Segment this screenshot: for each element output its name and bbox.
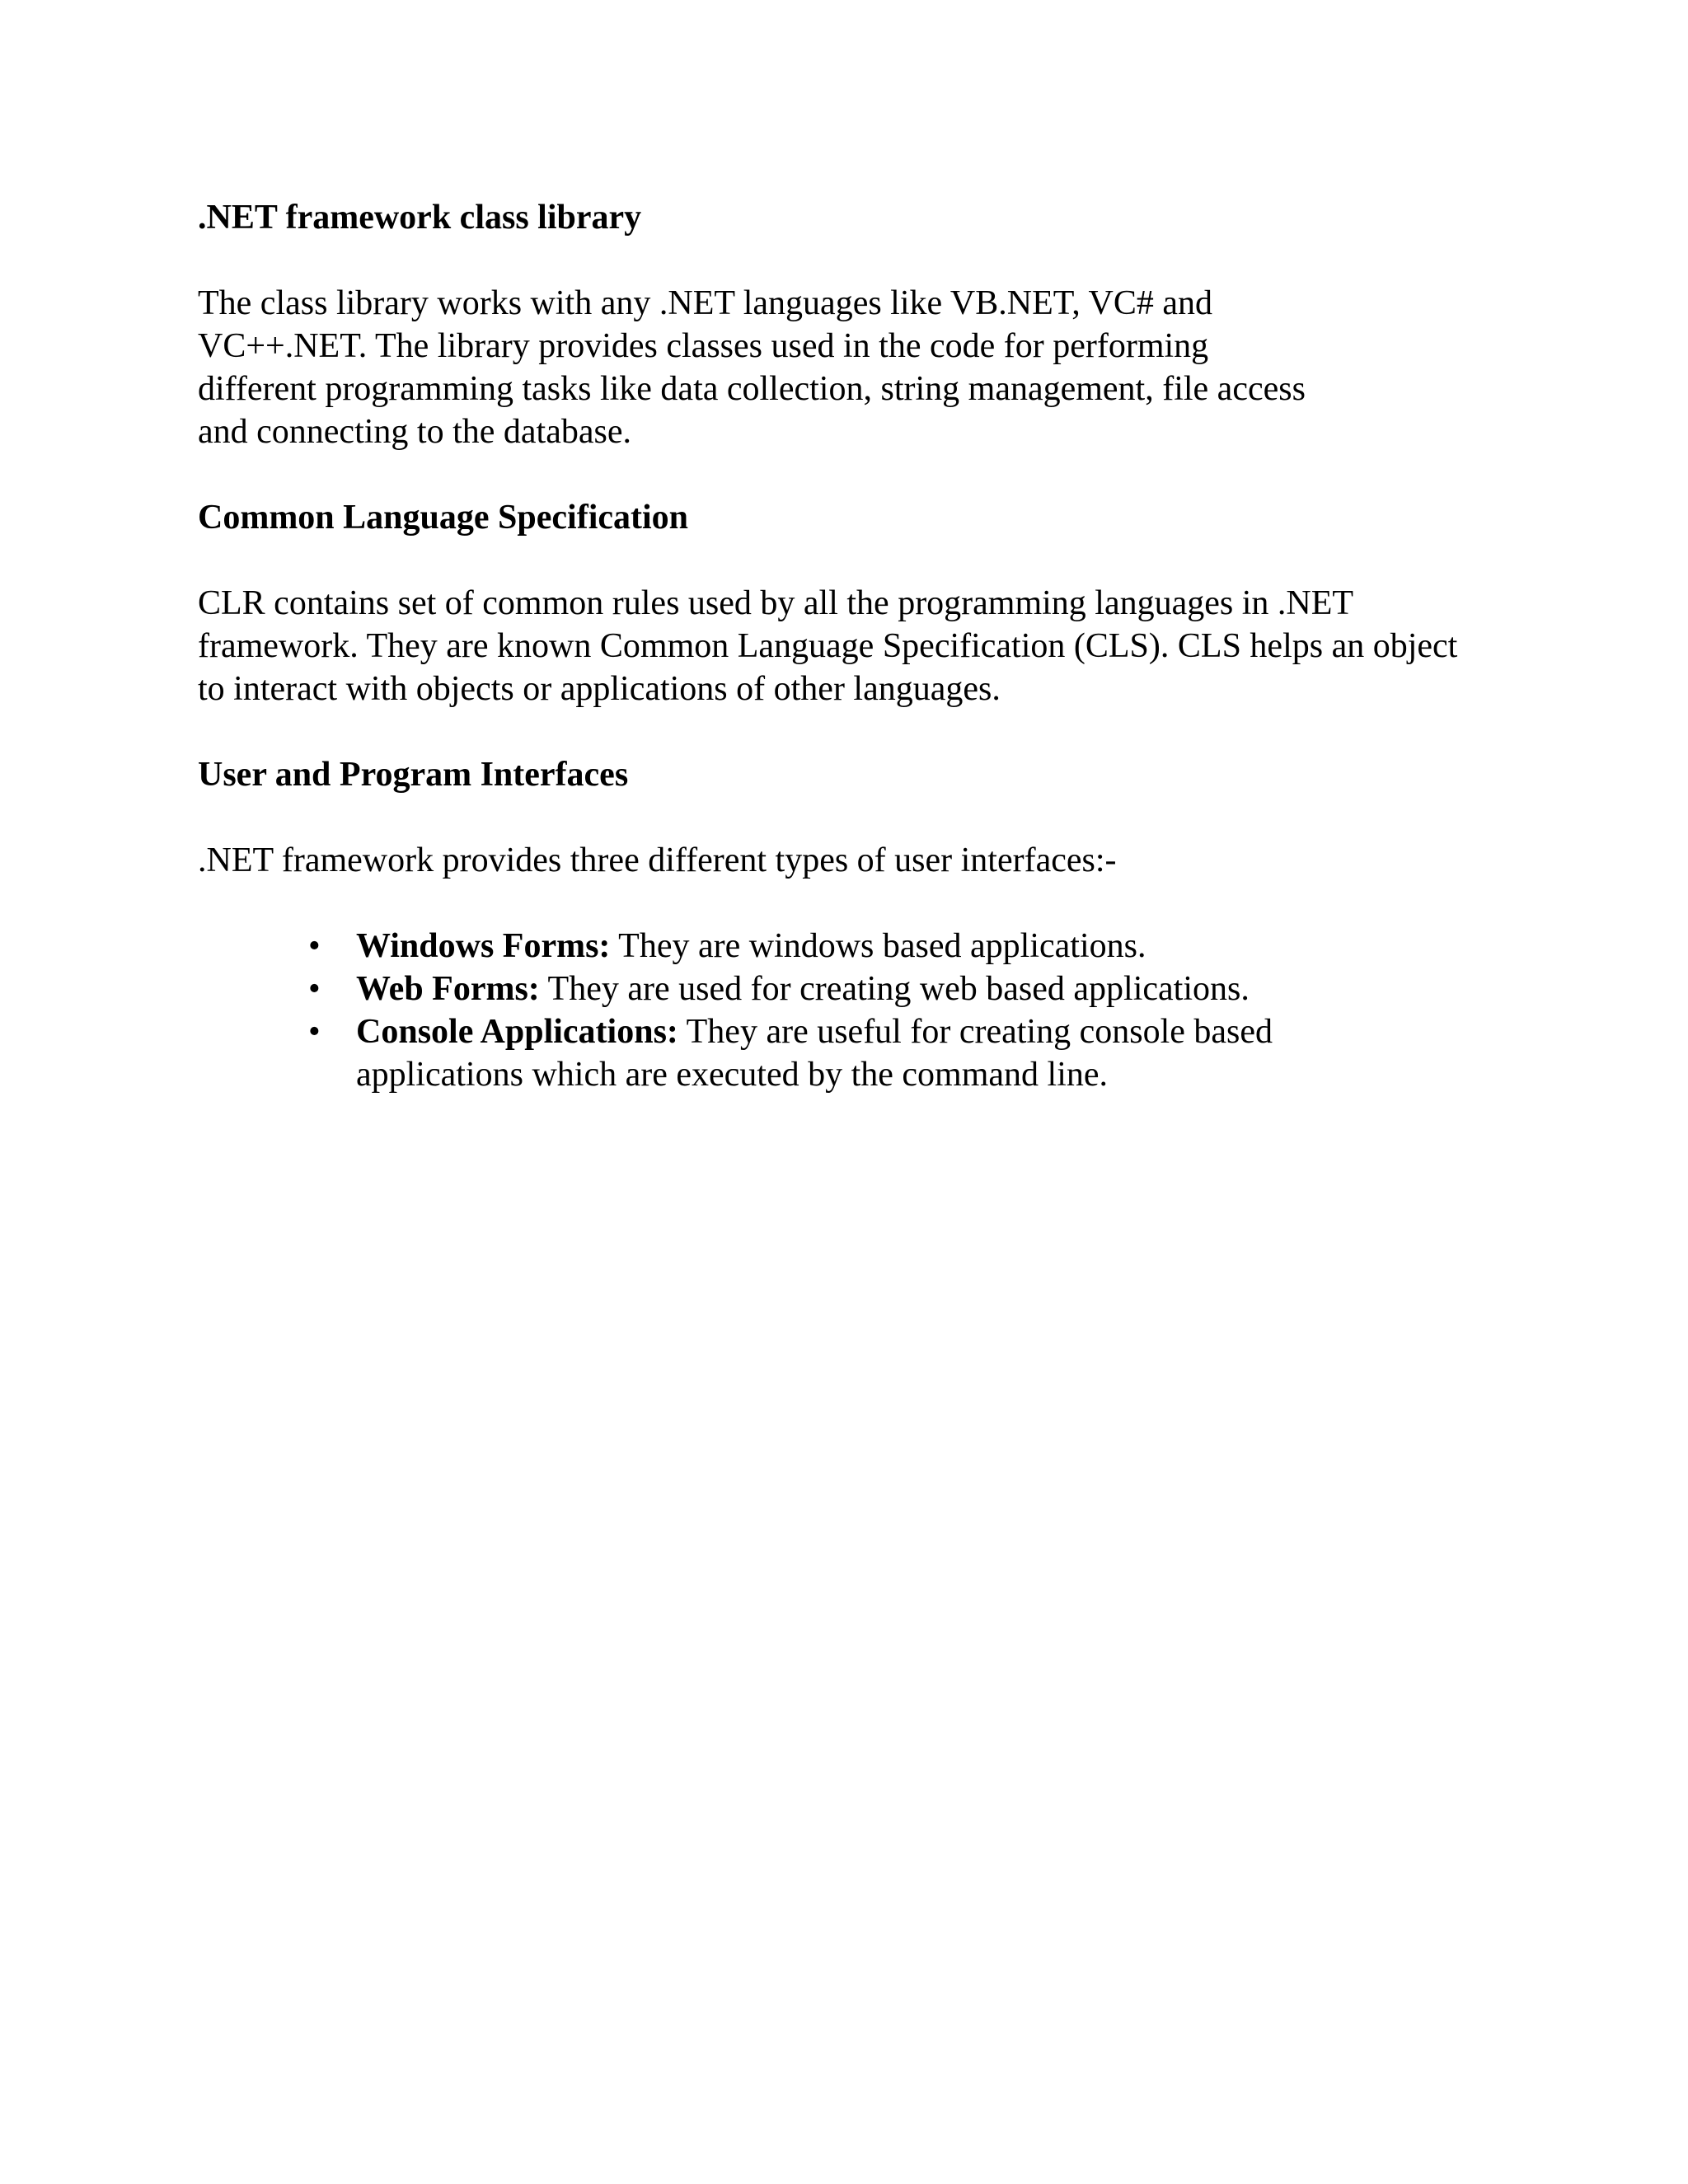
list-item-term: Console Applications: — [356, 1013, 678, 1051]
heading-common-language-specification: Common Language Specification — [198, 499, 689, 537]
list-item-text: They are used for creating web based applications. — [539, 970, 1250, 1008]
paragraph-user-interfaces-intro: .NET framework provides three different types of user interfaces:- — [198, 841, 1117, 879]
list-item-console-applications — [198, 1010, 1378, 1096]
spacer — [198, 796, 1490, 839]
bullet-icon: • — [308, 927, 321, 965]
list-item-web-forms — [198, 968, 1490, 1010]
list-item-text: They are useful for creating console based applications which are executed by the command line. — [356, 1013, 1273, 1094]
interface-types-list — [198, 925, 1490, 1096]
spacer — [198, 239, 1490, 282]
heading-class-library: .NET framework class library — [198, 199, 642, 237]
paragraph-class-library: The class library works with any .NET languages like VB.NET, VC# and VC++.NET. The library provides classes used in the code for performing different programming tasks like data collection, string management, file access and connecting to the database. — [198, 284, 1306, 451]
spacer — [198, 882, 1490, 925]
heading-user-program-interfaces: User and Program Interfaces — [198, 756, 629, 794]
spacer — [198, 539, 1490, 582]
spacer — [198, 710, 1490, 753]
list-item-windows-forms — [198, 925, 1490, 968]
list-item-term: Windows Forms: — [356, 927, 611, 965]
list-item-term: Web Forms: — [356, 970, 540, 1008]
list-item-text: They are windows based applications. — [610, 927, 1146, 965]
bullet-icon: • — [308, 1013, 321, 1051]
spacer — [198, 453, 1490, 496]
bullet-icon: • — [308, 970, 321, 1008]
paragraph-common-language-specification: CLR contains set of common rules used by all the programming languages in .NET framework. They are known Common Language Specification (CLS). CLS helps an object to interact with objects or applications of other languages. — [198, 584, 1458, 708]
